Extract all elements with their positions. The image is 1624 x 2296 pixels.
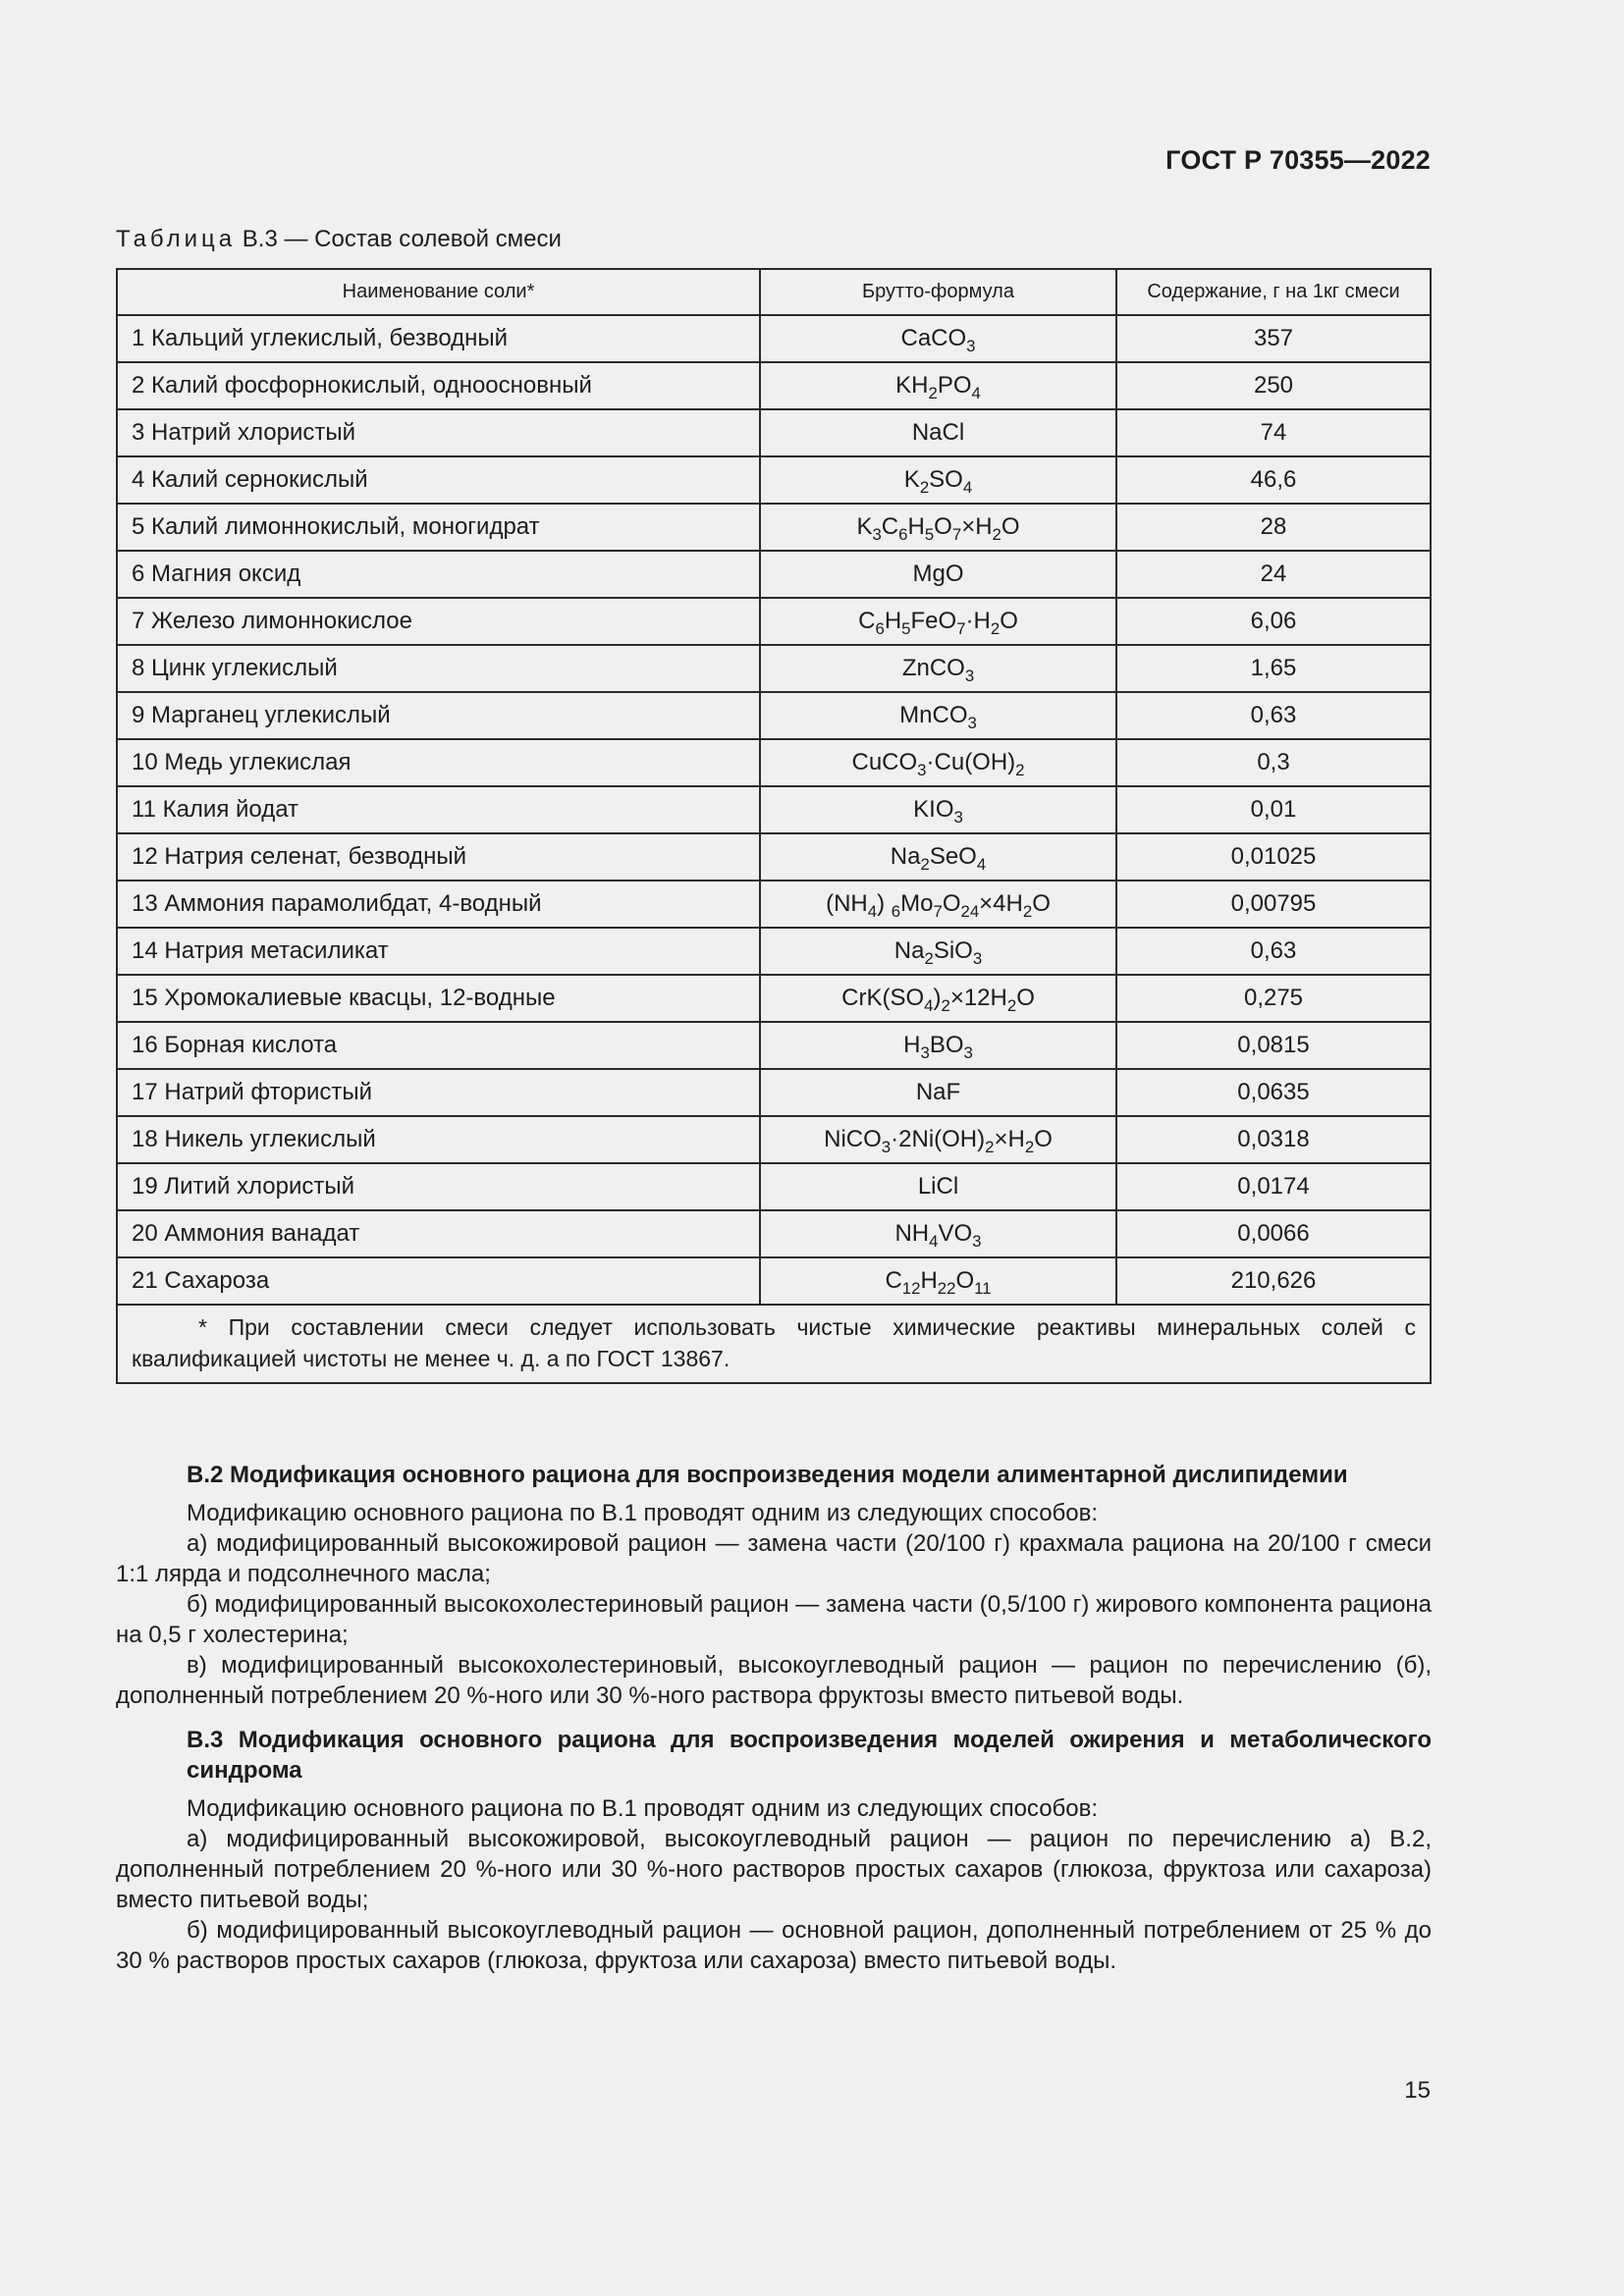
table-row	[117, 1022, 1431, 1069]
salt-content-cell: 0,0318	[1116, 1116, 1431, 1163]
formula-text: C	[881, 513, 899, 540]
salt-name-cell: 9 Марганец углекислый	[117, 692, 760, 739]
table-row	[117, 881, 1431, 928]
section-b3-item-a: а) модифицированный высокожировой, высокоуглеводный рацион — рацион по перечислению а) В.2, дополненный потреблением 20 %-ного или 30 %-ного растворов простых сахаров (глюкоза, фруктоза или сахароза) вместо питьевой воды;	[116, 1826, 1432, 1913]
salt-content-cell: 0,01	[1116, 786, 1431, 833]
salt-formula-cell	[760, 551, 1116, 598]
salt-content-cell: 0,0174	[1116, 1163, 1431, 1210]
formula-subscript: 4	[971, 384, 981, 402]
table-row	[117, 975, 1431, 1022]
section-b2	[116, 1460, 1432, 1711]
table-row	[117, 598, 1431, 645]
table-row	[117, 504, 1431, 551]
formula-subscript: 24	[960, 902, 980, 921]
formula-text: NH	[894, 1220, 930, 1247]
formula-text: O	[1032, 890, 1051, 917]
salt-name-cell: 14 Натрия метасиликат	[117, 928, 760, 975]
formula-subscript: 4	[924, 996, 934, 1015]
formula-text: H	[920, 1267, 938, 1294]
table-footnote-text: * При составлении смеси следует использовать чистые химические реактивы минеральных солей с квалификацией чистоты не менее ч. д. а по ГОСТ 13867.	[132, 1314, 1416, 1371]
table-caption	[116, 226, 562, 253]
salt-content-cell: 46,6	[1116, 456, 1431, 504]
formula-subscript: 3	[963, 1043, 973, 1062]
salt-formula-cell	[760, 598, 1116, 645]
formula-text: ZnCO	[901, 655, 965, 681]
formula-subscript: 3	[872, 525, 882, 544]
section-b2-heading: В.2 Модификация основного рациона для воспроизведения модели алиментарной дислипидемии	[187, 1462, 1348, 1488]
formula-subscript: 4	[976, 855, 987, 874]
salt-name-cell: 3 Натрий хлористый	[117, 409, 760, 456]
salt-mixture-table	[116, 268, 1432, 1384]
formula-subscript: 7	[951, 525, 962, 544]
table-row	[117, 1257, 1431, 1305]
formula-subscript: 3	[966, 337, 976, 355]
section-b3-item-b: б) модифицированный высокоуглеводный рацион — основной рацион, дополненный потреблением от 25 % до 30 % растворов простых сахаров (глюкоза, фруктоза или сахароза) вместо питьевой воды.	[116, 1917, 1432, 1974]
column-header-name: Наименование соли*	[117, 269, 760, 315]
formula-text: O	[1034, 1126, 1053, 1152]
formula-subscript: 5	[901, 619, 911, 638]
salt-content-cell: 28	[1116, 504, 1431, 551]
salt-content-cell: 357	[1116, 315, 1431, 362]
salt-content-cell: 6,06	[1116, 598, 1431, 645]
table-row	[117, 1116, 1431, 1163]
formula-subscript: 2	[941, 996, 950, 1015]
formula-text: O	[1000, 608, 1018, 634]
salt-content-cell: 210,626	[1116, 1257, 1431, 1305]
salt-name-cell: 5 Калий лимоннокислый, моногидрат	[117, 504, 760, 551]
formula-text: NaF	[915, 1079, 961, 1105]
formula-text: )	[933, 985, 942, 1011]
formula-text: FeO	[910, 608, 957, 634]
table-footnote	[117, 1305, 1431, 1383]
formula-subscript: 3	[972, 1232, 982, 1251]
formula-subscript: 2	[1024, 1138, 1035, 1156]
salt-name-cell: 17 Натрий фтористый	[117, 1069, 760, 1116]
formula-text: CrK(SO	[841, 985, 925, 1011]
formula-subscript: 3	[972, 949, 983, 968]
formula-subscript: 22	[937, 1279, 956, 1298]
salt-formula-cell	[760, 645, 1116, 692]
formula-subscript: 3	[967, 714, 977, 732]
table-row	[117, 1069, 1431, 1116]
formula-text: ×H	[994, 1126, 1025, 1152]
table-row	[117, 1210, 1431, 1257]
formula-text: ×H	[961, 513, 993, 540]
formula-subscript: 2	[1022, 902, 1033, 921]
table-caption-title: В.3 — Состав солевой смеси	[236, 226, 562, 252]
formula-subscript: 3	[953, 808, 963, 827]
formula-subscript: 4	[867, 902, 878, 921]
formula-text: ×4H	[979, 890, 1023, 917]
formula-text: Na	[890, 843, 921, 870]
formula-subscript: 2	[990, 619, 1001, 638]
salt-formula-cell	[760, 362, 1116, 409]
formula-text: O	[955, 1267, 975, 1294]
formula-subscript: 6	[875, 619, 885, 638]
salt-content-cell: 0,63	[1116, 692, 1431, 739]
table-row	[117, 409, 1431, 456]
salt-content-cell: 0,0815	[1116, 1022, 1431, 1069]
salt-name-cell: 10 Медь углекислая	[117, 739, 760, 786]
salt-content-cell: 74	[1116, 409, 1431, 456]
document-code: ГОСТ Р 70355—2022	[1165, 145, 1431, 175]
salt-name-cell: 6 Магния оксид	[117, 551, 760, 598]
salt-name-cell: 16 Борная кислота	[117, 1022, 760, 1069]
salt-formula-cell	[760, 504, 1116, 551]
section-b3-intro: Модификацию основного рациона по В.1 проводят одним из следующих способов:	[187, 1795, 1099, 1822]
column-header-formula: Брутто-формула	[760, 269, 1116, 315]
formula-subscript: 3	[964, 667, 975, 685]
salt-content-cell: 24	[1116, 551, 1431, 598]
formula-subscript: 2	[1006, 996, 1017, 1015]
section-b2-intro: Модификацию основного рациона по В.1 проводят одним из следующих способов:	[187, 1500, 1099, 1526]
table-header-row	[117, 269, 1431, 315]
formula-text: ·Cu(OH)	[926, 749, 1016, 775]
formula-text: MnCO	[899, 702, 968, 728]
section-b2-item-b: б) модифицированный высокохолестериновый рацион — замена части (0,5/100 г) жирового компонента рациона на 0,5 г холестерина;	[116, 1591, 1432, 1648]
formula-text: Mo	[900, 890, 934, 917]
salt-name-cell: 7 Железо лимоннокислое	[117, 598, 760, 645]
formula-subscript: 2	[985, 1138, 995, 1156]
salt-name-cell: 15 Хромокалиевые квасцы, 12-водные	[117, 975, 760, 1022]
formula-subscript: 3	[881, 1138, 892, 1156]
table-row	[117, 833, 1431, 881]
formula-text: SiO	[933, 937, 973, 964]
formula-subscript: 2	[1015, 761, 1025, 779]
formula-text: O	[1016, 985, 1035, 1011]
salt-name-cell: 4 Калий сернокислый	[117, 456, 760, 504]
salt-name-cell: 11 Калия йодат	[117, 786, 760, 833]
table-row	[117, 315, 1431, 362]
formula-text: VO	[938, 1220, 973, 1247]
formula-text: PO	[937, 372, 972, 399]
salt-content-cell: 250	[1116, 362, 1431, 409]
table-footnote-row	[117, 1305, 1431, 1383]
salt-formula-cell	[760, 409, 1116, 456]
salt-content-cell: 0,275	[1116, 975, 1431, 1022]
salt-name-cell: 18 Никель углекислый	[117, 1116, 760, 1163]
formula-text: K	[856, 513, 873, 540]
page-number: 15	[1404, 2077, 1431, 2104]
formula-text: H	[907, 513, 925, 540]
formula-text: O	[1001, 513, 1020, 540]
table-row	[117, 645, 1431, 692]
formula-text: O	[942, 890, 961, 917]
salt-content-cell: 0,63	[1116, 928, 1431, 975]
formula-text: BO	[929, 1032, 964, 1058]
salt-formula-cell	[760, 315, 1116, 362]
salt-formula-cell	[760, 1163, 1116, 1210]
salt-formula-cell	[760, 881, 1116, 928]
formula-text: )	[877, 890, 892, 917]
salt-name-cell: 1 Кальций углекислый, безводный	[117, 315, 760, 362]
salt-formula-cell	[760, 928, 1116, 975]
salt-name-cell: 21 Сахароза	[117, 1257, 760, 1305]
salt-content-cell: 0,01025	[1116, 833, 1431, 881]
table-row	[117, 786, 1431, 833]
column-header-content: Содержание, г на 1кг смеси	[1116, 269, 1431, 315]
formula-text: C	[858, 608, 876, 634]
formula-text: NaCl	[911, 419, 965, 446]
salt-name-cell: 12 Натрия селенат, безводный	[117, 833, 760, 881]
salt-name-cell: 20 Аммония ванадат	[117, 1210, 760, 1257]
salt-name-cell: 19 Литий хлористый	[117, 1163, 760, 1210]
section-b3	[116, 1725, 1432, 1976]
formula-subscript: 4	[962, 478, 973, 497]
formula-text: MgO	[912, 561, 964, 587]
formula-text: SeO	[929, 843, 977, 870]
salt-formula-cell	[760, 1116, 1116, 1163]
table-row	[117, 739, 1431, 786]
formula-text: H	[884, 608, 902, 634]
formula-text: Na	[893, 937, 925, 964]
table-row	[117, 456, 1431, 504]
section-b2-item-c: в) модифицированный высокохолестериновый, высокоуглеводный рацион — рацион по перечислению (б), дополненный потреблением 20 %-ного или 30 %-ного раствора фруктозы вместо питьевой воды.	[116, 1652, 1432, 1709]
formula-text: K	[903, 466, 920, 493]
formula-text: CaCO	[900, 325, 967, 351]
formula-text: ·H	[965, 608, 991, 634]
formula-subscript: 3	[917, 761, 927, 779]
salt-formula-cell	[760, 975, 1116, 1022]
formula-subscript: 2	[992, 525, 1001, 544]
formula-subscript: 2	[920, 855, 930, 874]
salt-name-cell: 8 Цинк углекислый	[117, 645, 760, 692]
formula-text: ·2Ni(OH)	[891, 1126, 986, 1152]
formula-subscript: 4	[929, 1232, 939, 1251]
formula-text: KH	[895, 372, 929, 399]
salt-formula-cell	[760, 1257, 1116, 1305]
table-row	[117, 1163, 1431, 1210]
formula-text: ×12H	[949, 985, 1007, 1011]
formula-subscript: 7	[956, 619, 966, 638]
salt-formula-cell	[760, 739, 1116, 786]
formula-text: O	[934, 513, 952, 540]
section-b3-heading: В.3 Модификация основного рациона для воспроизведения моделей ожирения и метаболического синдрома	[187, 1727, 1432, 1784]
salt-content-cell: 0,0066	[1116, 1210, 1431, 1257]
table-row	[117, 362, 1431, 409]
formula-text: LiCl	[917, 1173, 959, 1200]
table-row	[117, 692, 1431, 739]
salt-formula-cell	[760, 1022, 1116, 1069]
table-body	[117, 315, 1431, 1305]
table-caption-label: Таблица	[116, 226, 237, 252]
salt-content-cell: 0,00795	[1116, 881, 1431, 928]
table-row	[117, 551, 1431, 598]
section-b2-item-a: а) модифицированный высокожировой рацион — замена части (20/100 г) крахмала рациона на 20/100 г смеси 1:1 лярда и подсолнечного масла;	[116, 1530, 1432, 1587]
salt-name-cell: 2 Калий фосфорнокислый, одноосновный	[117, 362, 760, 409]
formula-text: SO	[929, 466, 963, 493]
formula-text: (NH	[826, 890, 868, 917]
formula-subscript: 2	[924, 949, 934, 968]
formula-subscript: 7	[933, 902, 943, 921]
salt-formula-cell	[760, 692, 1116, 739]
salt-content-cell: 0,3	[1116, 739, 1431, 786]
formula-subscript: 2	[928, 384, 938, 402]
formula-subscript: 12	[901, 1279, 921, 1298]
formula-text: CuCO	[851, 749, 918, 775]
salt-content-cell: 1,65	[1116, 645, 1431, 692]
formula-subscript: 6	[891, 902, 901, 921]
salt-name-cell: 13 Аммония парамолибдат, 4-водный	[117, 881, 760, 928]
salt-formula-cell	[760, 833, 1116, 881]
formula-text: H	[903, 1032, 921, 1058]
formula-subscript: 3	[920, 1043, 930, 1062]
salt-formula-cell	[760, 786, 1116, 833]
formula-subscript: 5	[924, 525, 935, 544]
formula-subscript: 6	[898, 525, 908, 544]
salt-formula-cell	[760, 1069, 1116, 1116]
table-row	[117, 928, 1431, 975]
formula-text: KIO	[913, 796, 954, 823]
formula-subscript: 11	[974, 1279, 992, 1298]
formula-subscript: 2	[919, 478, 930, 497]
salt-formula-cell	[760, 1210, 1116, 1257]
formula-text: C	[885, 1267, 902, 1294]
formula-text: NiCO	[824, 1126, 882, 1152]
salt-content-cell: 0,0635	[1116, 1069, 1431, 1116]
salt-formula-cell	[760, 456, 1116, 504]
